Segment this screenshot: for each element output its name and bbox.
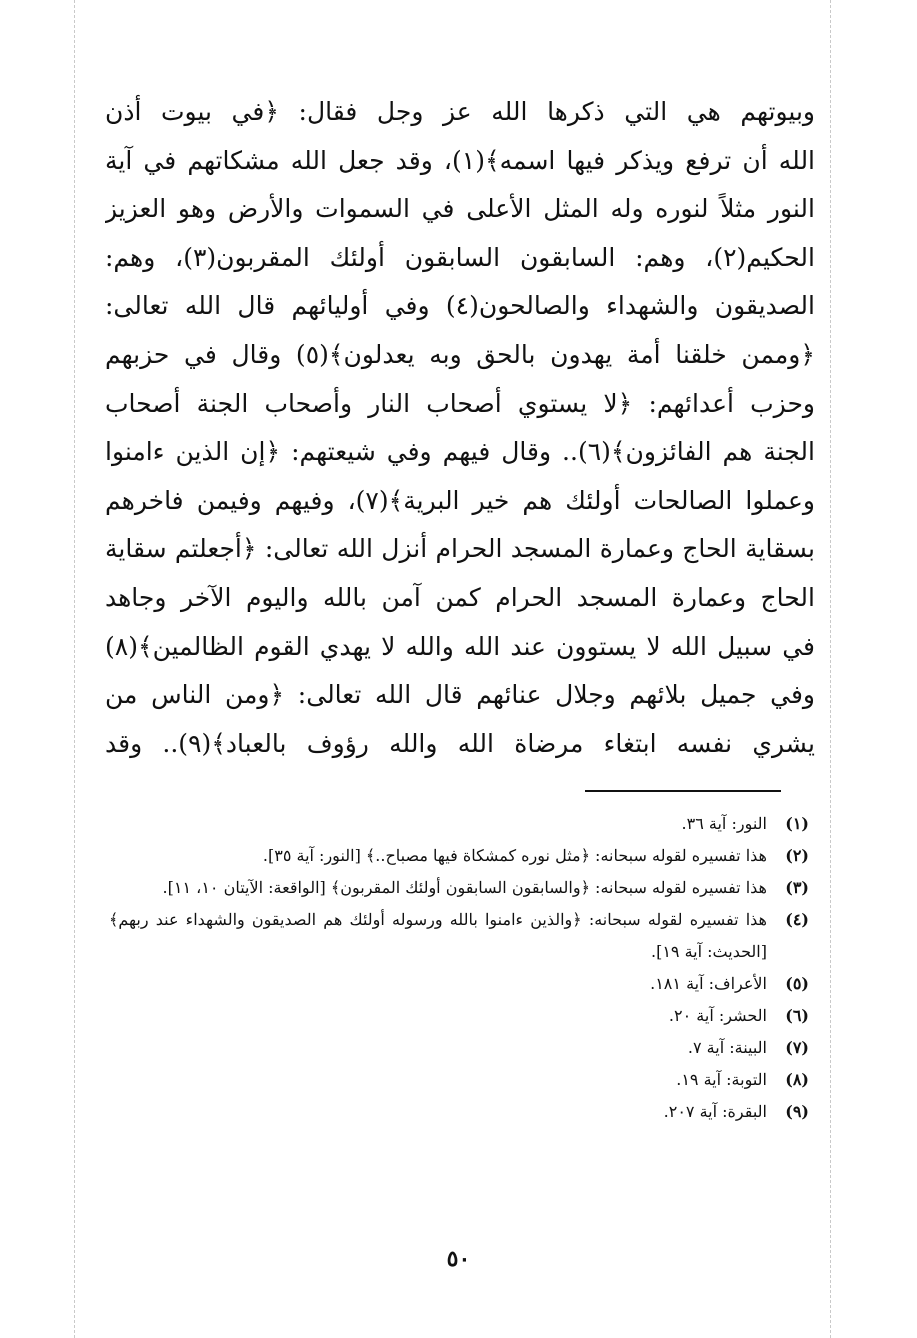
body-line: الحكيم(٢)، وهم: السابقون السابقون أولئك المقربون(٣)، وهم:	[105, 242, 815, 272]
scan-margin-line-left	[74, 0, 75, 1338]
footnote-number: (٥)	[785, 974, 809, 993]
body-line: ﴿وممن خلقنا أمة يهدون بالحق وبه يعدلون﴾(٥) وقال في حزبهم	[105, 339, 815, 369]
footnote-number: (٩)	[785, 1102, 809, 1121]
body-line: وبيوتهم هي التي ذكرها الله عز وجل فقال: ﴿في بيوت أذن	[105, 97, 815, 126]
body-line: وفي جميل بلائهم وجلال عنائهم قال الله تعالى: ﴿ومن الناس من	[105, 680, 815, 710]
footnote-item	[109, 1096, 809, 1128]
body-line: في سبيل الله لا يستوون عند الله والله لا يهدي القوم الظالمين﴾(٨)	[105, 631, 815, 661]
footnote-item	[109, 1000, 809, 1032]
footnote-text: البقرة: آية ٢٠٧.	[663, 1102, 767, 1121]
body-line: الله أن ترفع ويذكر فيها اسمه﴾(١)، وقد جعل الله مشكاتهم في آية	[105, 145, 815, 175]
footnote-number: (٤)	[785, 910, 809, 929]
body-line: النور مثلاً لنوره وله المثل الأعلى في السموات والأرض وهو العزيز	[105, 194, 815, 224]
page-number: ٥٠	[446, 1246, 471, 1272]
footnote-text: البينة: آية ٧.	[687, 1038, 767, 1057]
body-line: يشري نفسه ابتغاء مرضاة الله والله رؤوف بالعباد﴾(٩).. وقد	[105, 728, 815, 758]
footnote-item	[109, 840, 809, 872]
body-line: الحاج وعمارة المسجد الحرام كمن آمن بالله واليوم الآخر وجاهد	[105, 582, 815, 612]
footnote-item	[109, 1032, 809, 1064]
footnote-item	[109, 872, 809, 904]
scan-margin-line-right	[830, 0, 831, 1338]
footnote-text: الحشر: آية ٢٠.	[668, 1006, 767, 1025]
footnote-text: هذا تفسيره لقوله سبحانه: ﴿والسابقون السابقون أولئك المقربون﴾ [الواقعة: الآيتان ١٠، ١١].	[162, 878, 767, 897]
footnote-text: هذا تفسيره لقوله سبحانه: ﴿والذين ءامنوا بالله ورسوله أولئك هم الصديقون والشهداء عند ربهم﴾ [الحديث: آية ١٩].	[109, 910, 767, 961]
body-line: بسقاية الحاج وعمارة المسجد الحرام أنزل الله تعالى: ﴿أجعلتم سقاية	[105, 534, 815, 564]
footnote-separator	[585, 790, 781, 792]
footnote-text: النور: آية ٣٦.	[681, 814, 767, 833]
body-line: وحزب أعدائهم: ﴿لا يستوي أصحاب النار وأصحاب الجنة أصحاب	[105, 388, 815, 418]
footnote-number: (٣)	[785, 878, 809, 897]
body-line: وعملوا الصالحات أولئك هم خير البرية﴾(٧)، وفيهم وفيمن فاخرهم	[105, 485, 815, 515]
footnote-item	[109, 968, 809, 1000]
footnotes	[109, 808, 809, 1128]
footnote-number: (٨)	[785, 1070, 809, 1089]
body-line: الجنة هم الفائزون﴾(٦).. وقال فيهم وفي شيعتهم: ﴿إن الذين ءامنوا	[105, 437, 815, 467]
footnote-text: الأعراف: آية ١٨١.	[650, 974, 767, 993]
footnote-number: (٧)	[785, 1038, 809, 1057]
footnote-item	[109, 1064, 809, 1096]
footnote-number: (٢)	[785, 846, 809, 865]
body-line: الصديقون والشهداء والصالحون(٤) وفي أوليائهم قال الله تعالى:	[105, 291, 815, 321]
main-text	[105, 88, 815, 768]
footnote-number: (٦)	[785, 1006, 809, 1025]
footnote-item	[109, 904, 809, 968]
footnote-number: (١)	[785, 814, 809, 833]
footnote-text: هذا تفسيره لقوله سبحانه: ﴿مثل نوره كمشكاة فيها مصباح..﴾ [النور: آية ٣٥].	[262, 846, 767, 865]
footnote-text: التوبة: آية ١٩.	[676, 1070, 767, 1089]
footnote-item	[109, 808, 809, 840]
